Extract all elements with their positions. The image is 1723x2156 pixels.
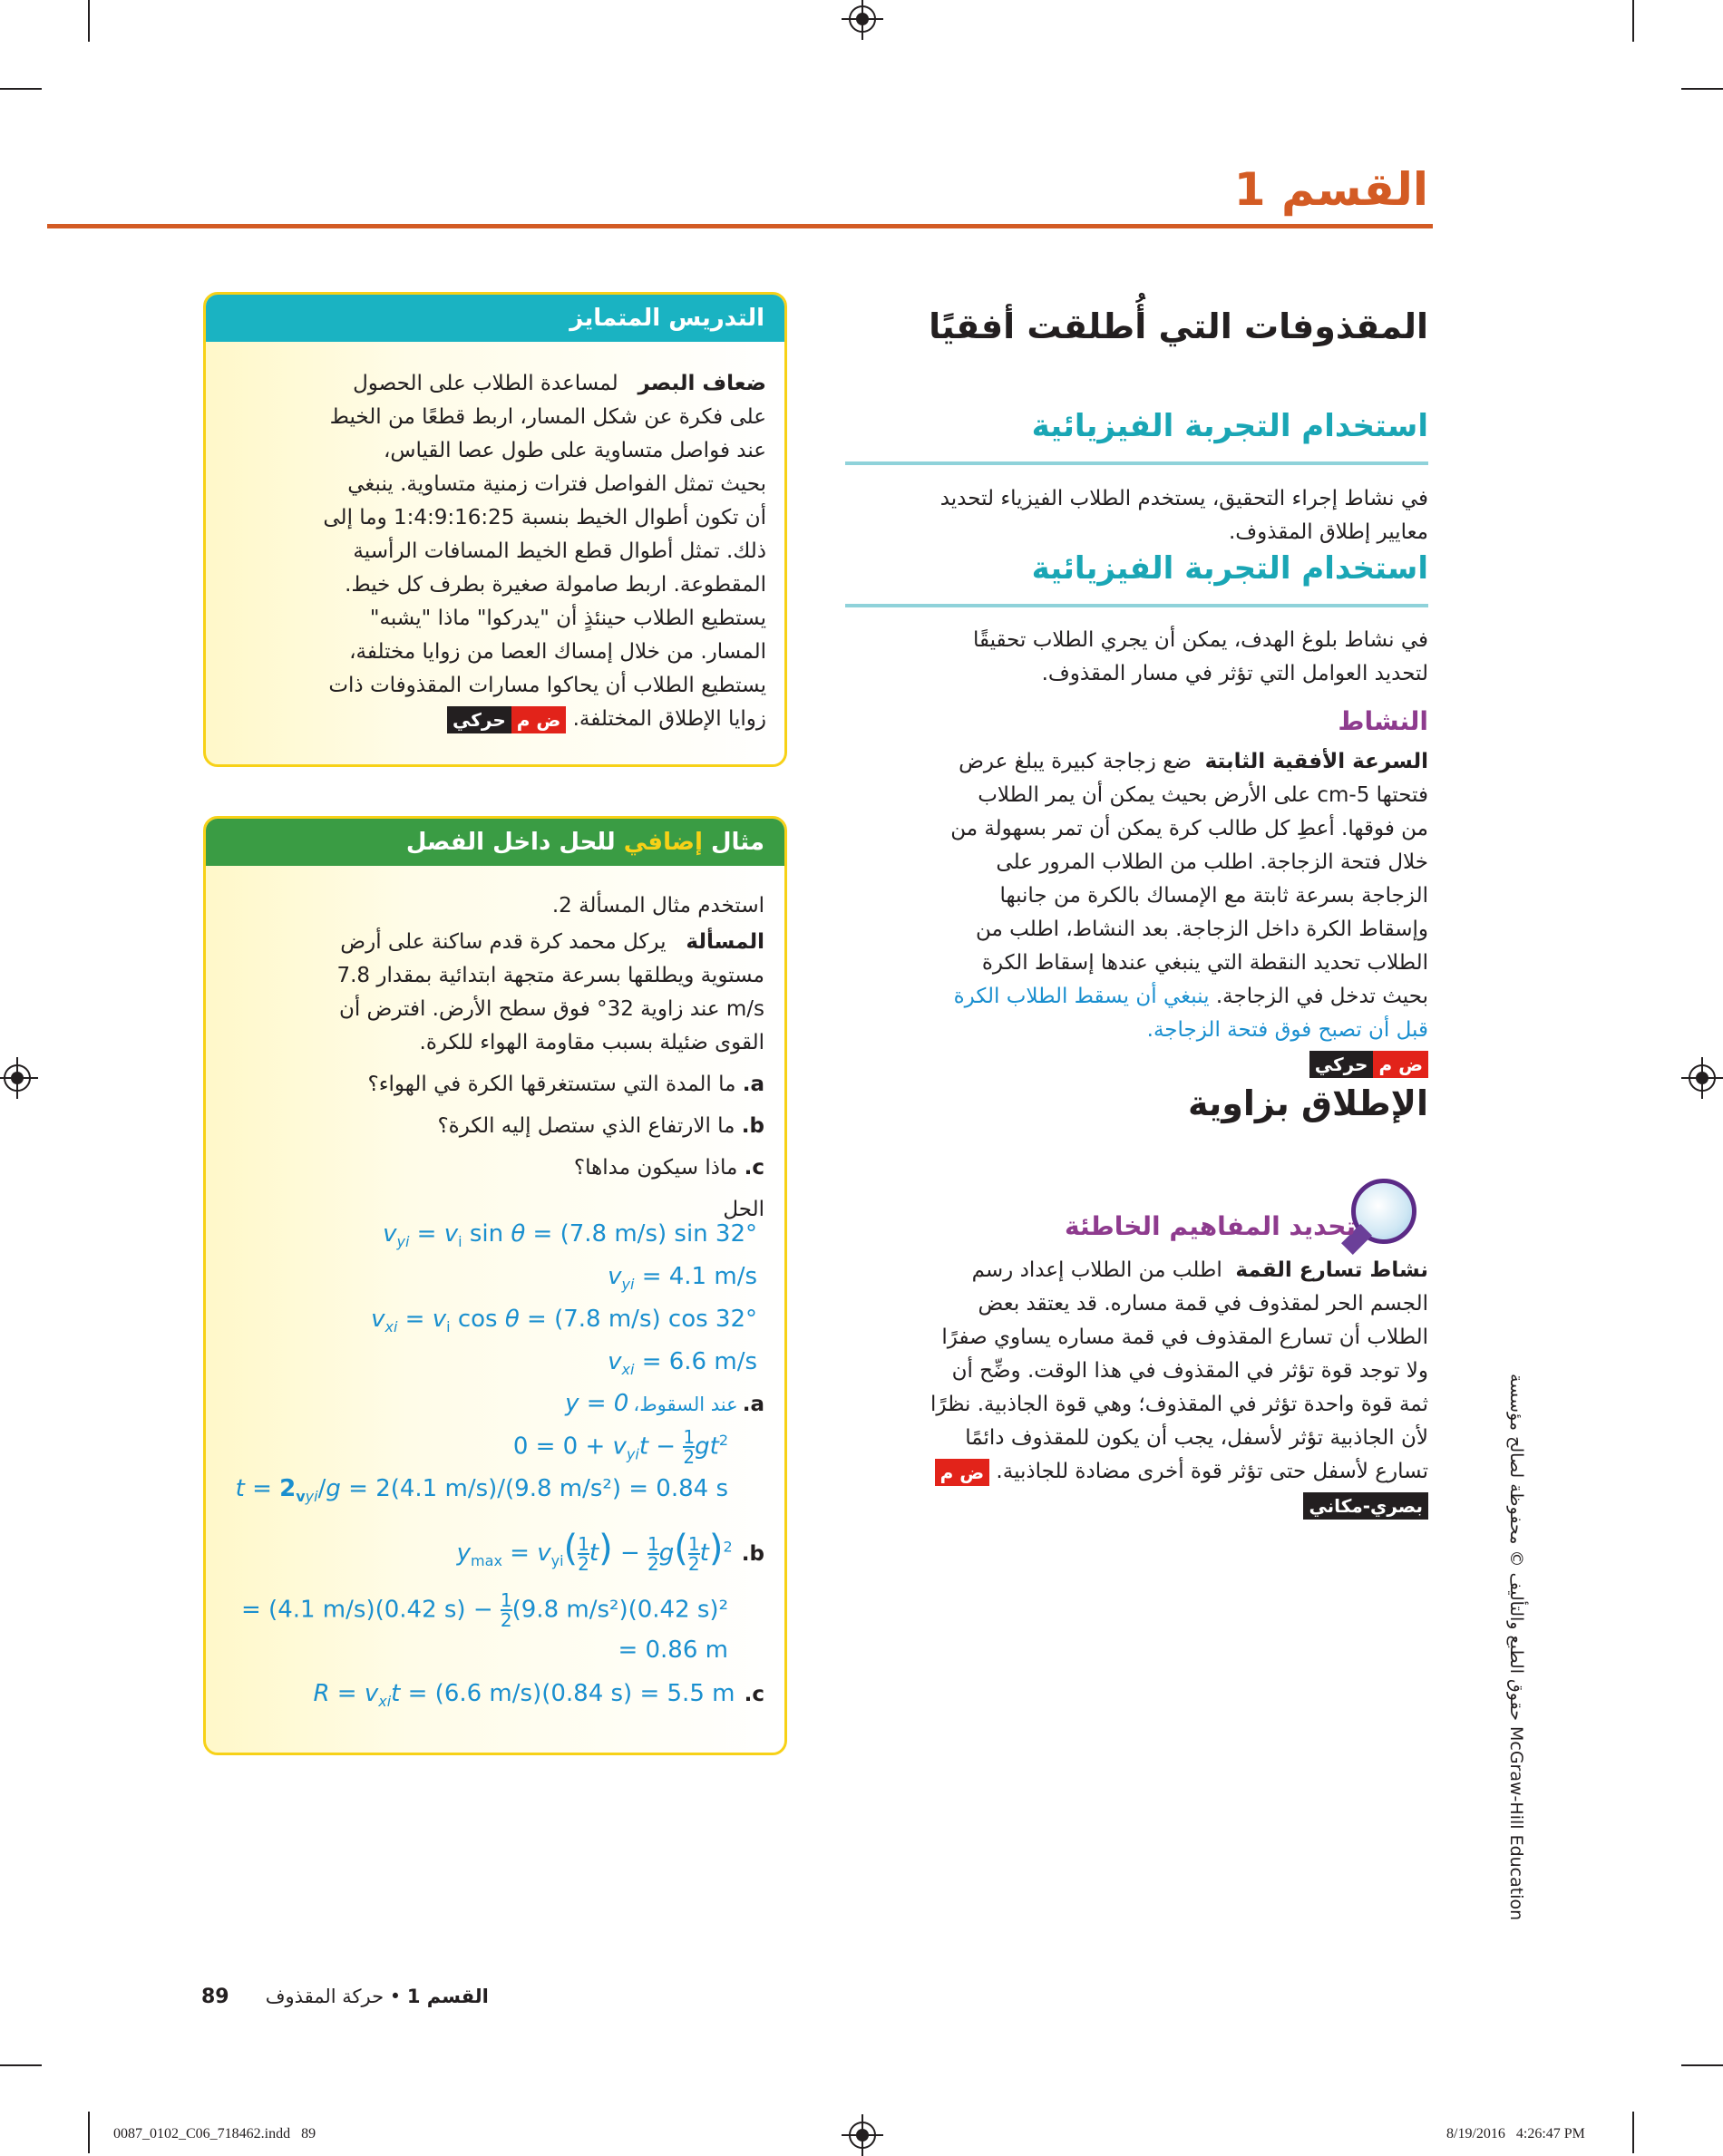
crop-mark (1632, 2112, 1634, 2153)
tag-badge: حركي (1309, 1051, 1374, 1078)
additional-example-header: مثال إضافي للحل داخل الفصل (206, 819, 784, 866)
crop-mark (1681, 2064, 1723, 2066)
tag-badge: بصري-مكاني (1303, 1492, 1428, 1520)
registration-mark-icon (849, 2122, 876, 2149)
slug-file: 0087_0102_C06_718462.indd 89 (113, 2126, 316, 2141)
page-footer: 89 القسم 1 • حركة المقذوف (201, 1986, 489, 2008)
equation-vyi: $v_{yi} = v_i$ sin θ = (7.8 m/s) sin 32° (383, 1220, 757, 1251)
physics-lab-1-text: في نشاط إجراء التحقيق، يستخدم الطلاب الفيزياء لتحديد معايير إطلاق المقذوف. (939, 487, 1428, 544)
registration-mark-icon (1689, 1064, 1716, 1092)
differentiated-instruction-header: التدريس المتمايز (206, 295, 784, 342)
additional-example-box (203, 816, 787, 1755)
crop-mark (1632, 0, 1634, 42)
equation-a-line2: $0 = 0 + v_{yi}t$ − $\frac{1}{2}$ $gt^2$ (512, 1426, 728, 1468)
page-title: المقذوفات التي أُطلقت أفقيًا (929, 306, 1428, 346)
misconceptions-text: نشاط تسارع القمة اطلب من الطلاب إعداد رسم الجسم الحر لمقذوف في قمة مساره. قد يعتقد بعض الطلاب أن تسارع المقذوف في قمة مساره يساوي صفرًا ولا توجد قوة تؤثر في المقذوف في هذا الوقت. وضِّح أن ثمة قوة واحدة تؤثر في المقذوف؛ وهي قوة الجاذبية. نظرًا لأن الجاذبية تؤثر لأسفل، يجب أن يكون للمقذوف دائمًا تسارع لأسفل حتى تؤثر قوة أخرى مضادة للجاذبية. ض م بصري-مكاني (830, 1254, 1428, 1522)
misconceptions-heading: تحديد المفاهيم الخاطئة (1065, 1211, 1356, 1241)
crop-mark (88, 2112, 90, 2153)
question-a: a. ما المدة التي ستستغرقها الكرة في الهواء؟ (367, 1073, 764, 1096)
teal-rule (845, 461, 1428, 465)
registration-mark-icon (849, 5, 876, 33)
slug-date: 8/19/2016 4:26:47 PM (1446, 2126, 1585, 2141)
activity-tags (830, 1047, 1428, 1081)
equation-c: $R = v_{xi}t = (6.6$ m/s)(0.84 s) = 5.5 m .c (313, 1680, 764, 1711)
equation-vxi: $v_{xi} = v_i$ cos θ = (7.8 m/s) cos 32° (371, 1306, 757, 1336)
differentiated-instruction-box (203, 292, 787, 767)
section-header (1234, 163, 1428, 216)
registration-mark-icon (4, 1064, 31, 1092)
tag-badge: ض م (935, 1459, 990, 1486)
page-number: 89 (201, 1986, 229, 2008)
physics-lab-2-text: في نشاط بلوغ الهدف، يمكن أن يجري الطلاب تحقيقًا لتحديد العوامل التي تؤثر في مسار المقذوف. (972, 628, 1428, 685)
example-questions (220, 1063, 764, 1230)
equation-b-line2: = (4.1 m/s)(0.42 s) − $\frac{1}{2}$ (9.8 m/s²)(0.42 s)² (241, 1589, 728, 1631)
equation-a-line3: $t = 2_{vyi}/g = 2(4.1$ m/s)/(9.8 m/s²) = 0.84 s (235, 1475, 728, 1506)
section-label: القسم (1281, 163, 1428, 216)
activity-answer: ينبغي أن يسقط الطلاب الكرة (953, 985, 1210, 1008)
equation-b-line3: = 0.86 m (618, 1636, 728, 1664)
copyright-vertical: حقوق الطبع والتأليف © محفوظة لصالح مؤسسة McGraw-Hill Education (1506, 1374, 1526, 1921)
question-c: c. ماذا سيكون مداها؟ (573, 1156, 764, 1180)
tag-badge: ض م (1373, 1051, 1428, 1078)
equation-vyi-result: $v_{yi} = 4.1$ m/s (608, 1263, 757, 1294)
teal-rule (845, 604, 1428, 607)
activity-heading: النشاط (1338, 706, 1428, 736)
equation-vxi-result: $v_{xi} = 6.6$ m/s (608, 1348, 757, 1379)
differentiated-instruction-text: ضعاف البصر لمساعدة الطلاب على الحصول على فكرة عن شكل المسار، اربط قطعًا من الخيط عند فواصل متساوية على طول عصا القياس، بحيث تمثل الفواصل فترات زمنية متساوية. ينبغي أن تكون أطوال الخيط بنسبة 1:4:9:16:25 وما إلى ذلك. تمثل أطوال قطع الخيط المسافات الرأسية المقطوعة. اربط صامولة صغيرة بطرف كل خيط. يستطيع الطلاب حينئذٍ أن "يدركوا" ماذا "يشبه" المسار. من خلال إمساك العصا من زوايا مختلفة، يستطيع الطلاب أن يحاكوا مسارات المقذوفات ذات زوايا الإطلاق المختلفة. ض محركي (222, 367, 766, 736)
example-intro: استخدم مثال المسألة 2. (551, 894, 764, 918)
section-rule (47, 224, 1433, 228)
equation-b-line1: $y_{max} = v_{yi}$( $\frac{1}{2}$ t) − $\frac{1}{2}$ g( $\frac{1}{2}$ t)$^2$ .b (456, 1528, 764, 1575)
section-number: 1 (1233, 163, 1266, 216)
example-problem: المسألة يركل محمد كرة قدم ساكنة على أرض مستوية ويطلقها بسرعة متجهة ابتدائية بمقدار 7.8 m/s عند زاوية 32° فوق سطح الأرض. افترض أن القوى ضئيلة بسبب مقاومة الهواء للكرة. (336, 930, 764, 1054)
solution-label: الحل (723, 1198, 764, 1221)
crop-mark (88, 0, 90, 42)
crop-mark (0, 2064, 42, 2066)
activity-text: السرعة الأفقية الثابتة ضع زجاجة كبيرة يبلغ عرض فتحتها 5-cm على الأرض بحيث يمكن أن يمر الطلاب من فوقها. أعطِ كل طالب كرة يمكن أن تمر بسهولة من خلال فتحة الزجاجة. اطلب من الطلاب المرور على الزجاجة بسرعة ثابتة مع الإمساك بالكرة من جانبها وإسقاط الكرة داخل الزجاجة. بعد النشاط، اطلب من الطلاب تحديد النقطة التي ينبغي عندها إسقاط الكرة بحيث تدخل في الزجاجة. ينبغي أن يسقط الطلاب الكرة قبل أن تصبح فوق فتحة الزجاجة. ض محركي (830, 745, 1428, 1081)
heading-physics-lab-2: استخدام التجربة الفيزيائية (1031, 550, 1428, 587)
crop-mark (1681, 88, 1723, 90)
tag-badge: حركي (447, 706, 511, 733)
angle-launch-heading: الإطلاق بزاوية (1187, 1083, 1428, 1123)
heading-physics-lab-1: استخدام التجربة الفيزيائية (1031, 408, 1428, 444)
equation-a-line1: a. عند السقوط، y = 0 (565, 1390, 764, 1417)
question-b: b. ما الارتفاع الذي ستصل إليه الكرة؟ (437, 1114, 764, 1138)
footer-chapter: القسم 1 (406, 1986, 489, 2007)
footer-topic: حركة المقذوف (265, 1986, 385, 2007)
crop-mark (0, 88, 42, 90)
tag-badge: ض م (511, 706, 567, 733)
